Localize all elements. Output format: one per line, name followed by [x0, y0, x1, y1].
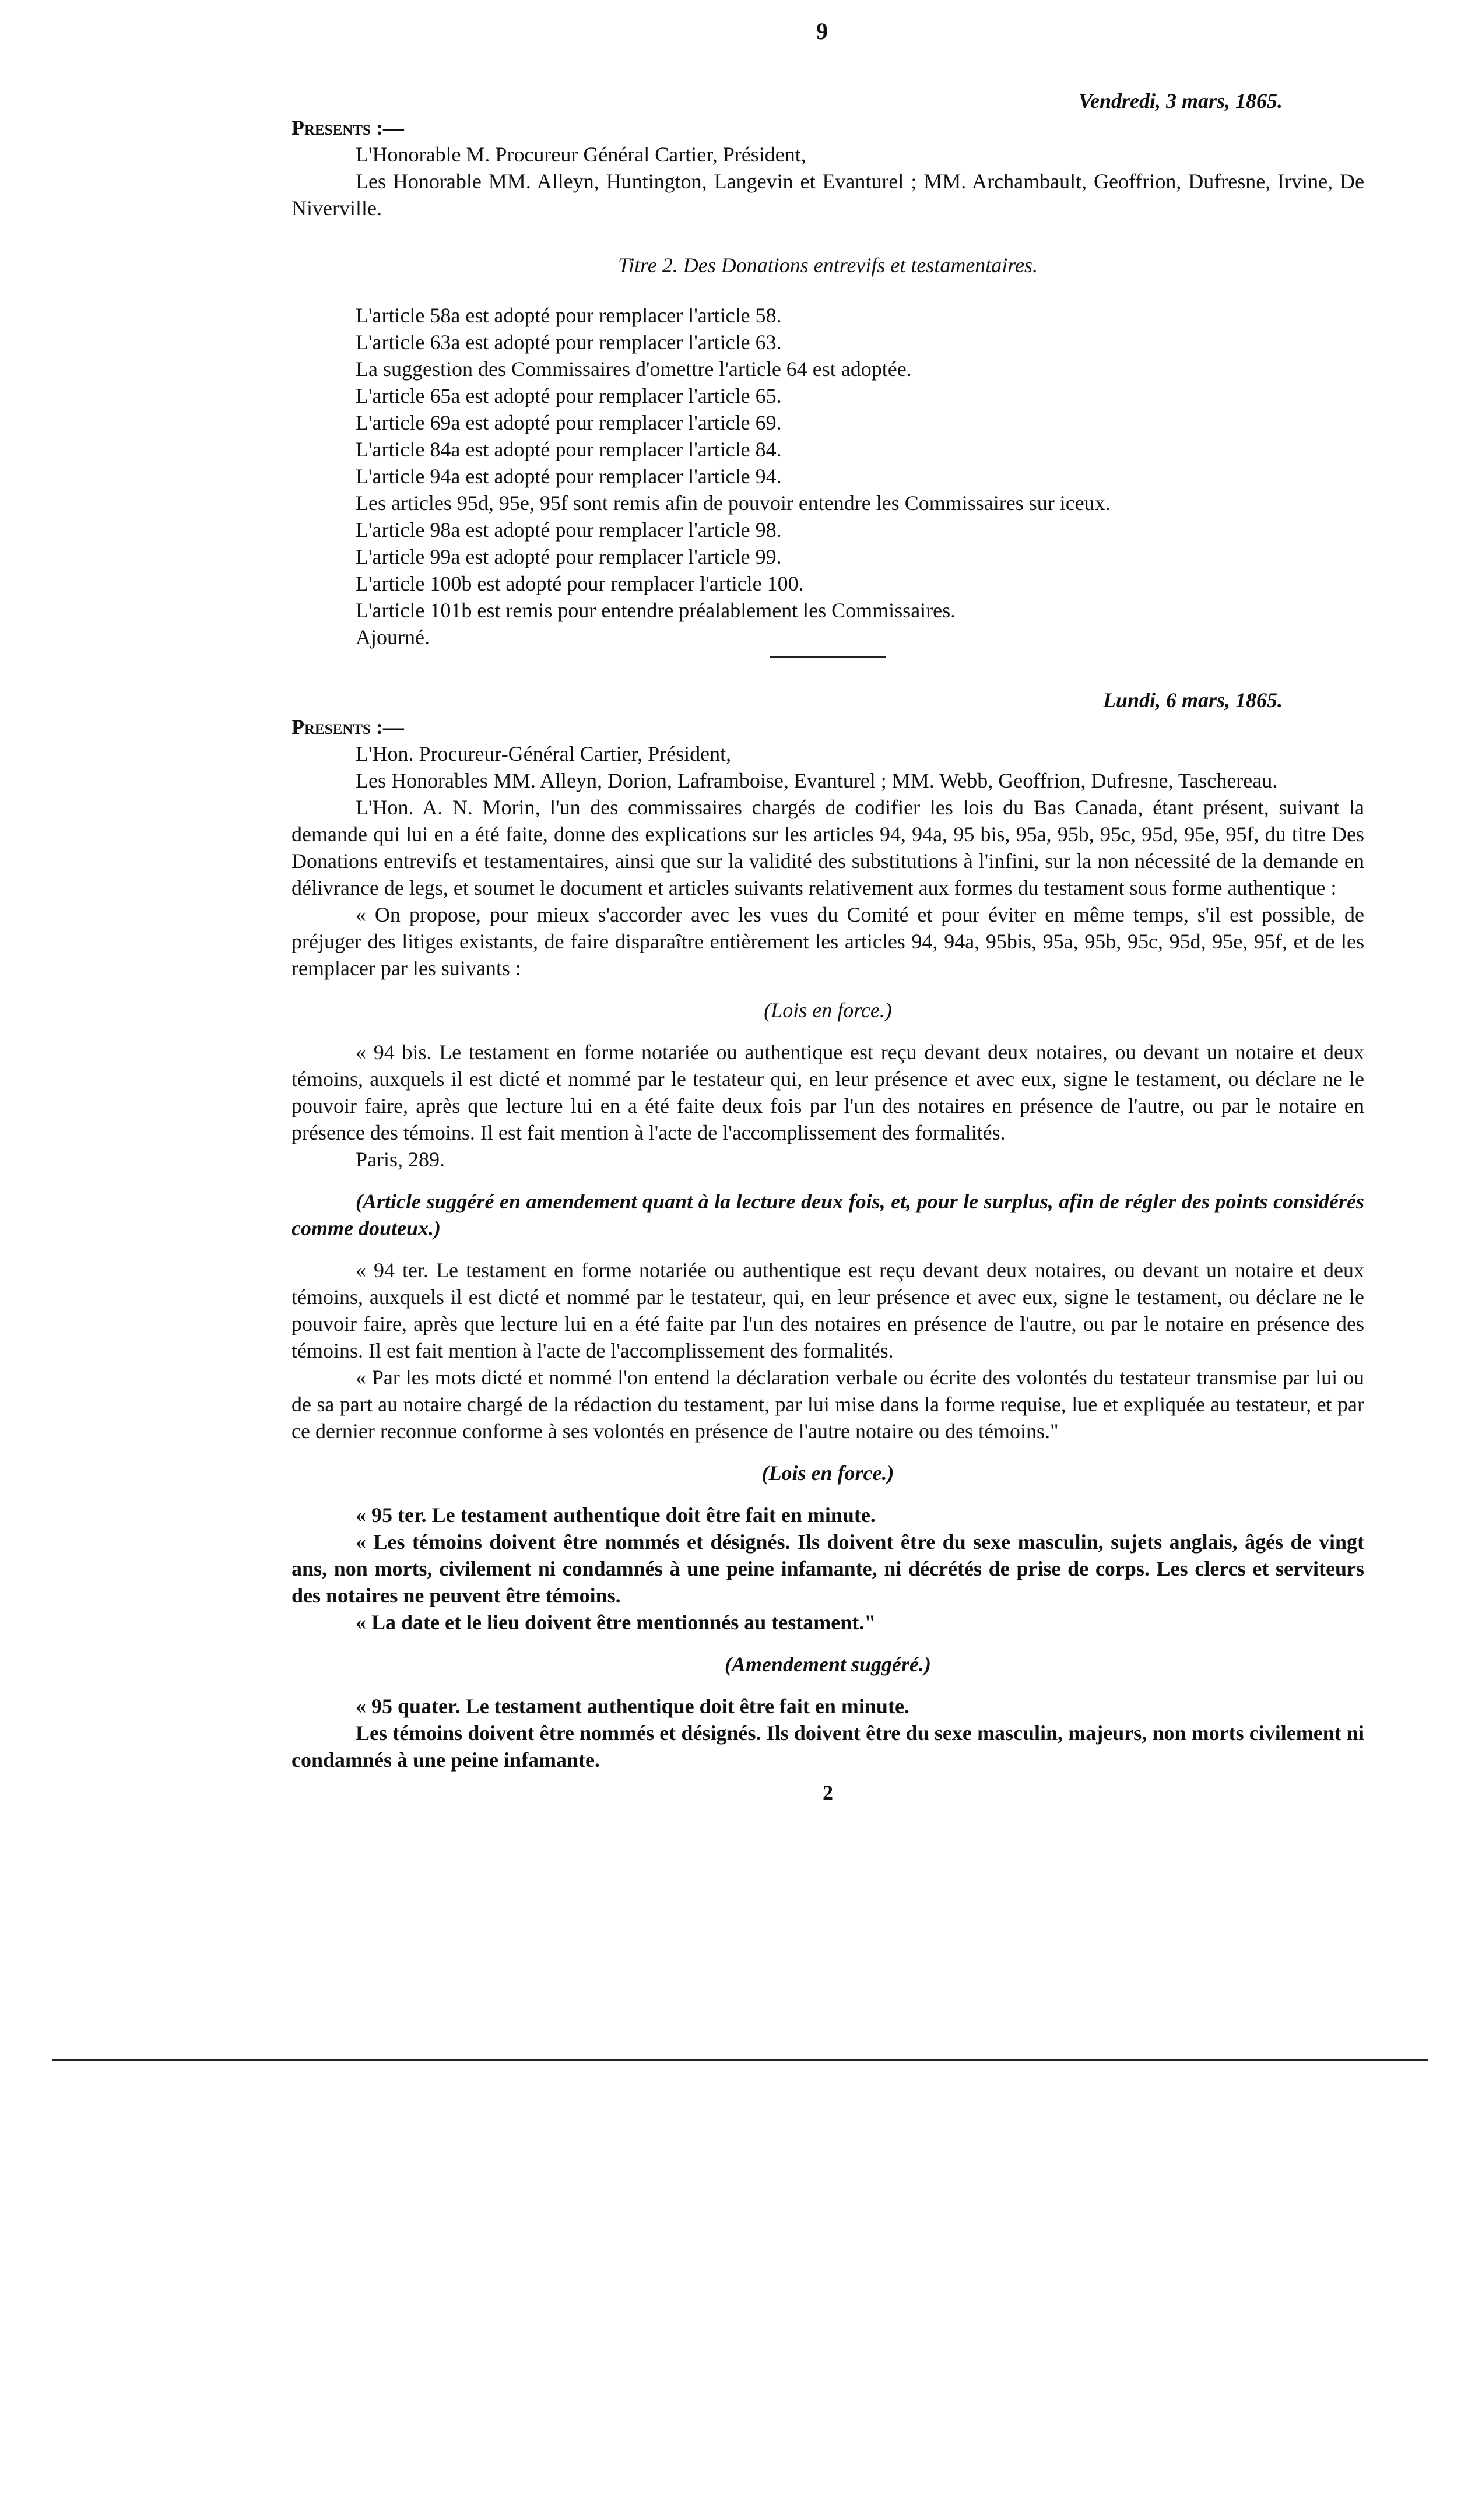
article-95quater: « 95 quater. Le testament authentique doit être fait en minute. — [356, 1695, 909, 1718]
heading-lois-en-force-2: (Lois en force.) — [761, 1461, 894, 1485]
article-item: L'article 69a est adopté pour remplacer l'article 69. — [356, 411, 782, 434]
session2-present-label: Presents :— — [292, 715, 404, 739]
article-item: L'article 84a est adopté pour remplacer l'article 84. — [356, 438, 782, 461]
article-95quater-temoins: Les témoins doivent être nommés et désignés. Ils doivent être du sexe masculin, majeurs, non morts civilement ni condamnés à une peine infamante. — [292, 1721, 1364, 1772]
session1-article-list — [292, 302, 1364, 651]
article-item: L'article 94a est adopté pour remplacer l'article 94. — [356, 465, 782, 488]
article-item: L'article 99a est adopté pour remplacer l'article 99. — [356, 545, 782, 568]
heading-amendement-2: (Amendement suggéré.) — [725, 1653, 931, 1676]
session1-title-heading: Titre 2. Des Donations entrevifs et testamentaires. — [618, 254, 1038, 277]
citation-paris: Paris, 289. — [356, 1148, 445, 1171]
session1-members-line: Les Honorable MM. Alleyn, Huntington, Langevin et Evanturel ; MM. Archambault, Geoffrion, Dufresne, Irvine, De Niverville. — [292, 170, 1364, 220]
article-95ter-temoins: « Les témoins doivent être nommés et désignés. Ils doivent être du sexe masculin, sujets anglais, âgés de vingt ans, non morts, civilement ni condamnés à une peine infamante, ni décrétés de prise de corps. Les clercs et serviteurs des notaires ne peuvent être témoins. — [292, 1530, 1364, 1607]
article-item: L'article 98a est adopté pour remplacer l'article 98. — [356, 518, 782, 542]
session1-present-label: Presents :— — [292, 116, 404, 139]
page-number: 9 — [816, 18, 828, 44]
article-item: L'article 65a est adopté pour remplacer l'article 65. — [356, 384, 782, 407]
session2-date: Lundi, 6 mars, 1865. — [1102, 688, 1283, 712]
article-94ter: « 94 ter. Le testament en forme notariée ou authentique est reçu devant deux notaires, ou devant un notaire et deux témoins, auxquels il est dicté et nommé par le testateur, qui, en leur présence et avec eux, signe le testament, ou déclare ne le pouvoir faire, après que lecture lui en a été faite par l'un des notaires en présence de l'autre, ou par le notaire en présence des témoins. Il est fait mention à l'acte de l'accomplissement des formalités. — [292, 1259, 1364, 1362]
heading-amendement-1: (Article suggéré en amendement quant à la lecture deux fois, et, pour le surplus, afin de régler des points considérés comme douteux.) — [292, 1190, 1364, 1240]
article-item: L'article 100b est adopté pour remplacer l'article 100. — [356, 572, 804, 595]
section-divider — [770, 656, 886, 658]
article-95ter-date: « La date et le lieu doivent être mentionnés au testament." — [356, 1611, 876, 1634]
article-item: Ajourné. — [356, 625, 430, 649]
article-95ter: « 95 ter. Le testament authentique doit être fait en minute. — [356, 1503, 876, 1527]
session1-president-line: L'Honorable M. Procureur Général Cartier, Président, — [356, 143, 806, 166]
signature-mark: 2 — [823, 1781, 833, 1804]
article-item: L'article 58a est adopté pour remplacer l'article 58. — [356, 304, 782, 327]
article-item: Les articles 95d, 95e, 95f sont remis afin de pouvoir entendre les Commissaires sur iceux. — [356, 491, 1111, 515]
session1-date: Vendredi, 3 mars, 1865. — [1078, 89, 1283, 113]
session2-members-line: Les Honorables MM. Alleyn, Dorion, Laframboise, Evanturel ; MM. Webb, Geoffrion, Dufresne, Taschereau. — [356, 769, 1278, 792]
document-page — [292, 23, 1364, 2495]
article-94bis: « 94 bis. Le testament en forme notariée ou authentique est reçu devant deux notaires, ou devant un notaire et deux témoins, auxquels il est dicté et nommé par le testateur qui, en leur présence et avec eux, signe le testament, ou déclare ne le pouvoir faire, après que lecture lui en a été faite deux fois par l'un des notaires en présence de l'autre, ou par le notaire en présence des témoins. Il est fait mention à l'acte de l'accomplissement des formalités. — [292, 1041, 1364, 1144]
article-item: L'article 63a est adopté pour remplacer l'article 63. — [356, 331, 782, 354]
session2-morin-paragraph: L'Hon. A. N. Morin, l'un des commissaires chargés de codifier les lois du Bas Canada, étant présent, suivant la demande qui lui en a été faite, donne des explications sur les articles 94, 94a, 95 bis, 95a, 95b, 95c, 95d, 95e, 95f, du titre Des Donations entrevifs et testamentaires, ainsi que sur la validité des substitutions à l'infini, sur la non nécessité de la demande en délivrance de legs, et soumet le document et articles suivants relativement aux formes du testament sous forme authentique : — [292, 796, 1364, 899]
heading-lois-en-force-1: (Lois en force.) — [764, 999, 892, 1022]
session2-proposal-paragraph: « On propose, pour mieux s'accorder avec les vues du Comité et pour éviter en même temps, s'il est possible, de préjuger des litiges existants, de faire disparaître entièrement les articles 94, 94a, 95bis, 95a, 95b, 95c, 95d, 95e, 95f, et de les remplacer par les suivants : — [292, 903, 1364, 980]
article-item: La suggestion des Commissaires d'omettre l'article 64 est adoptée. — [356, 357, 912, 381]
article-94ter-definition: « Par les mots dicté et nommé l'on entend la déclaration verbale ou écrite des volontés du testateur transmise par lui ou de sa part au notaire chargé de la rédaction du testament, par lui mise dans la forme requise, lue et expliquée au testateur, et par ce dernier reconnue conforme à ses volontés en présence de l'autre notaire ou des témoins." — [292, 1366, 1364, 1443]
session2-president-line: L'Hon. Procureur-Général Cartier, Président, — [356, 742, 732, 765]
article-item: L'article 101b est remis pour entendre préalablement les Commissaires. — [356, 599, 956, 622]
